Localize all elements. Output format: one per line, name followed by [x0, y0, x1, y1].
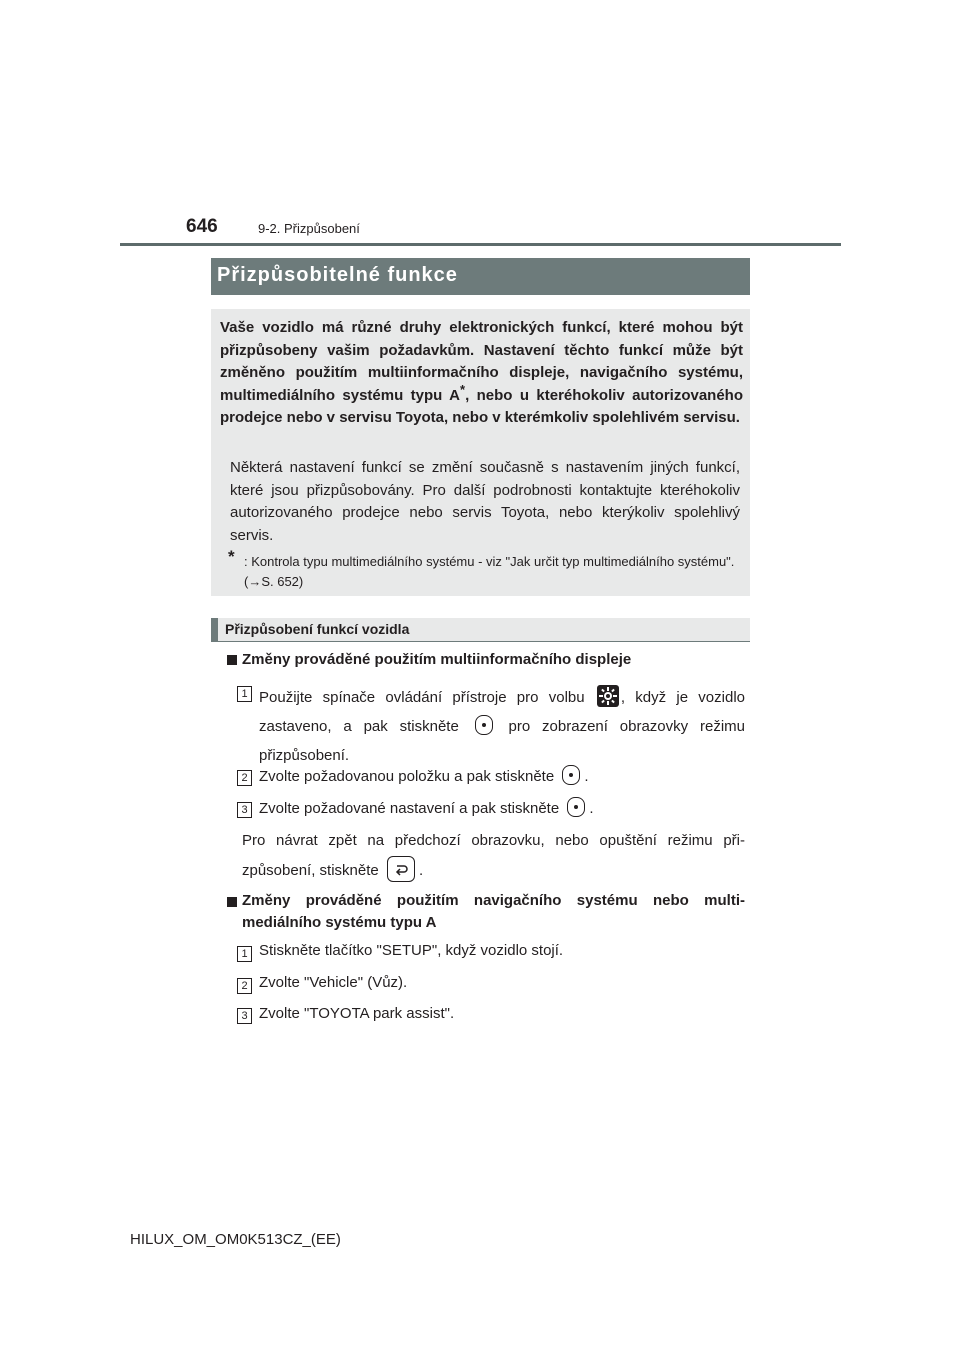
footer-code: HILUX_OM_OM0K513CZ_(EE) — [130, 1231, 341, 1248]
title-bar — [211, 258, 750, 295]
intro-box — [211, 309, 750, 596]
s1-step1-b: , když je vozidlo zastaveno, a pak stiskněte — [259, 689, 745, 735]
s1-step3: Zvolte požadované nastavení a pak stiskněte — [259, 800, 560, 817]
footnote: : Kontrola typu multimediálního systému - viz "Jak určit typ multimediálního systému". (→S. 652) — [244, 554, 735, 589]
s1-step1-a: Použijte spínače ovládání přístroje pro volbu — [259, 689, 585, 706]
step-number: 2 — [237, 770, 252, 786]
intro-text — [220, 317, 743, 430]
step-number: 3 — [237, 1008, 252, 1024]
header-rule — [120, 243, 841, 246]
s2-step3: Zvolte "TOYOTA park assist". — [259, 1005, 455, 1022]
intro-text-part2: , nebo u kteréhokoliv autorizovaného prodejce nebo v servisu Toyota, nebo v kterémkoliv spolehlivém servisu. — [220, 386, 744, 426]
section1-heading: Změny prováděné použitím multiinformačního displeje — [242, 651, 632, 668]
s1-step3-text — [259, 797, 745, 821]
intro-star: * — [460, 381, 466, 397]
period: . — [589, 800, 594, 817]
subheading-rule — [211, 641, 750, 642]
back-button-icon — [387, 856, 415, 882]
ok-button-icon — [475, 715, 493, 735]
section2-heading: Změny prováděné použitím navigačního systému nebo multimediálního systému typu A — [242, 892, 745, 931]
subheading-bar — [211, 618, 750, 641]
page-number: 646 — [186, 216, 218, 237]
ok-button-icon — [562, 765, 580, 785]
step-number: 1 — [237, 946, 252, 962]
intro-text-part1: Vaše vozidlo má různé druhy elektronických funkcí, které mohou být přizpůsobeny vašim požadavkům. Nastavení těchto funkcí může být změněno použitím multiinformačního displeje, navigačního systému, multimediálního systému typu A — [220, 319, 743, 404]
ok-button-icon — [567, 797, 585, 817]
bullet-square — [227, 655, 237, 665]
s1-step2-text — [259, 765, 745, 789]
step-number: 3 — [237, 802, 252, 818]
step-number: 1 — [237, 686, 252, 702]
section-label: 9-2. Přizpůsobení — [258, 221, 360, 236]
s2-step1: Stiskněte tlačítko "SETUP", když vozidlo stojí. — [259, 942, 564, 959]
s2-step2: Zvolte "Vehicle" (Vůz). — [259, 974, 408, 991]
intro-note: Některá nastavení funkcí se změní současně s nastavením jiných funkcí, které jsou přizpůsobovány. Pro další podrobnosti kontaktujte kteréhokoliv autorizovaného prodejce nebo servis Toyota, nebo kterýkoliv spolehlivý servis. — [230, 459, 740, 544]
s1-step2: Zvolte požadovanou položku a pak stiskněte — [259, 768, 555, 785]
footnote-marker: * — [228, 547, 235, 566]
s1-step1-c: pro zobrazení obrazovky režimu přizpůsobení. — [259, 718, 745, 764]
period: . — [584, 768, 589, 785]
settings-gear-icon — [597, 685, 619, 707]
page-title: Přizpůsobitelné funkce — [217, 264, 458, 286]
subheading: Přizpůsobení funkcí vozidla — [225, 621, 410, 637]
step-number: 2 — [237, 978, 252, 994]
s1-return-text — [242, 826, 745, 886]
period: . — [418, 862, 424, 879]
bullet-square — [227, 897, 237, 907]
s1-return-a: Pro návrat zpět na předchozí obrazovku, nebo opuštění režimu přizpůsobení, stiskněte — [242, 832, 745, 879]
s1-step1-text — [259, 683, 745, 770]
